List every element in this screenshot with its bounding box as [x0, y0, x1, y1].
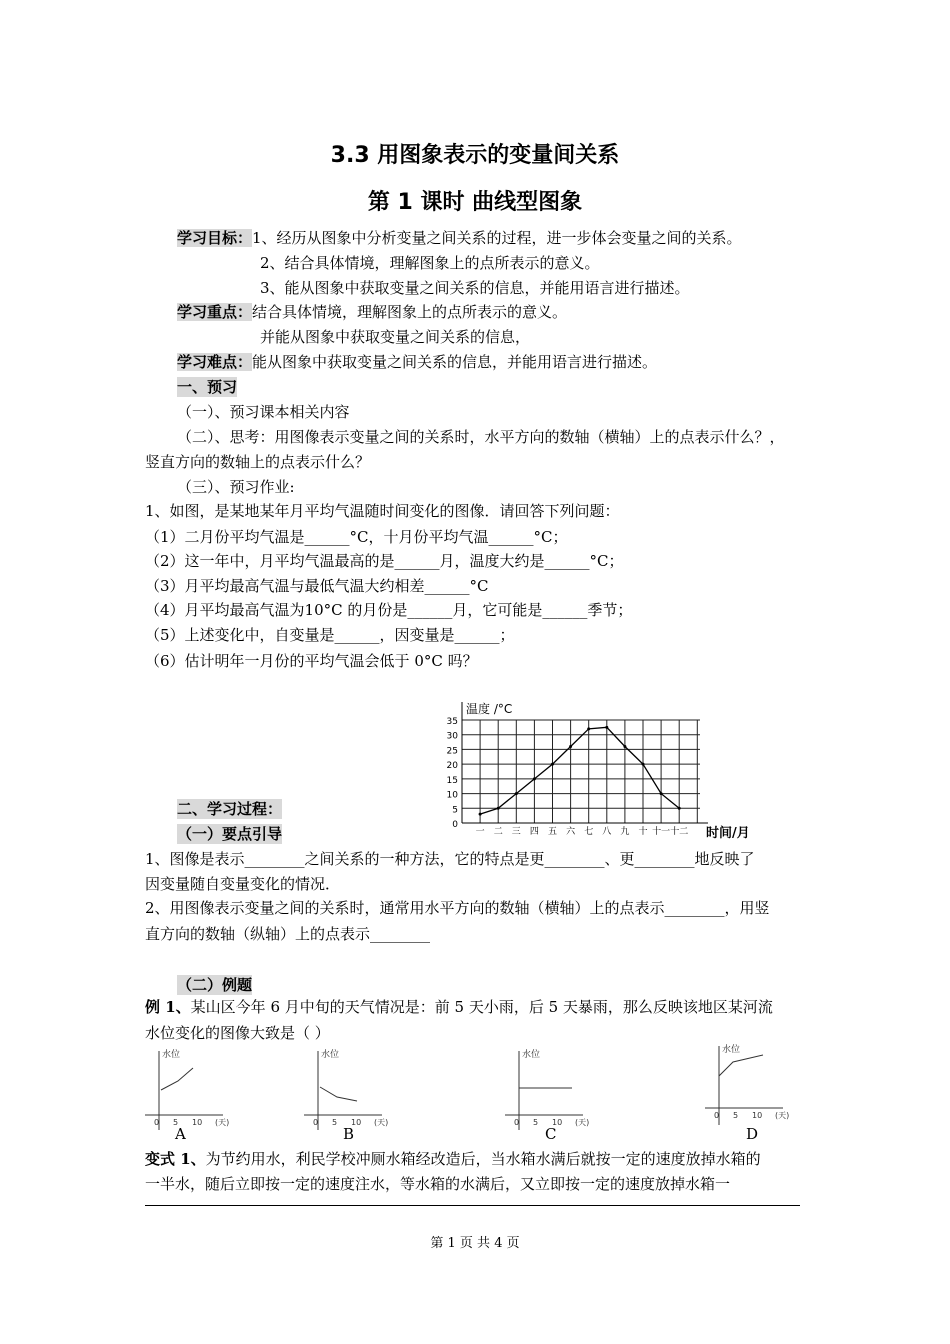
option-label-a: A [175, 1125, 186, 1143]
key-line-1: 结合具体情境，理解图象上的点所表示的意义。 [252, 303, 568, 321]
x-tick-label: 十二 [670, 827, 689, 837]
x-tick-label: 八 [602, 827, 612, 837]
question-3: （3）月平均最高气温与最低气温大约相差______°C [145, 577, 489, 595]
variant-text: 为节约用水，利民学校冲厕水箱经改造后，当水箱水满后就按一定的速度放掉水箱的 [205, 1150, 761, 1168]
x-tick-label: 5 [173, 1118, 179, 1127]
x-tick-label: 5 [533, 1118, 539, 1127]
x-tick-label: 0 [313, 1118, 319, 1127]
y-axis-label: 水位 [522, 1050, 541, 1060]
preview-p3: （三）、预习作业: [177, 478, 295, 496]
variant-1 [145, 1149, 761, 1169]
difficulty-label: 学习难点： [177, 353, 253, 371]
x-axis-label: (天) [215, 1118, 230, 1127]
preview-p1: （一）、预习课本相关内容 [177, 403, 350, 421]
key-label: 学习重点： [177, 303, 253, 321]
data-point [623, 745, 626, 748]
goal-2: 2、结合具体情境，理解图象上的点所表示的意义。 [260, 254, 600, 272]
y-tick-label: 5 [452, 805, 458, 816]
goals [177, 228, 742, 248]
page-footer: 第 1 页 共 4 页 [430, 1236, 520, 1251]
y-tick-label: 20 [446, 761, 458, 772]
water-level-graph-a [143, 1045, 253, 1135]
y-tick-label: 10 [446, 790, 458, 801]
variant-1b: 一半水，随后立即按一定的速度注水，等水箱的水满后，又立即按一定的速度放掉水箱一 [145, 1175, 731, 1193]
y-tick-label: 25 [446, 746, 458, 757]
example-label: 例 1、 [145, 998, 191, 1016]
x-axis-label: (天) [575, 1118, 590, 1127]
x-tick-label: 5 [332, 1118, 338, 1127]
x-tick-label: 七 [584, 827, 594, 837]
process-l1b: 因变量随自变量变化的情况． [145, 875, 341, 893]
data-point [497, 807, 500, 810]
temperature-chart [440, 698, 760, 848]
data-point [569, 745, 572, 748]
x-tick-label: 0 [514, 1118, 520, 1127]
x-axis-label: 时间/月 [706, 826, 750, 841]
y-axis-label: 水位 [722, 1045, 741, 1055]
water-level-line [719, 1055, 763, 1076]
preview-p2b: 竖直方向的数轴上的点表示什么？ [145, 453, 371, 471]
data-point [678, 807, 681, 810]
y-tick-label: 0 [452, 820, 458, 830]
question-5: （5）上述变化中，自变量是______，因变量是______； [145, 626, 515, 644]
option-label-d: D [746, 1125, 759, 1143]
data-point [551, 763, 554, 766]
data-point [587, 727, 590, 730]
option-label-b: B [343, 1125, 355, 1143]
example-text: 某山区今年 6 月中旬的天气情况是：前 5 天小雨，后 5 天暴雨，那么反映该地区某河流 [190, 998, 773, 1016]
goals-label: 学习目标： [177, 229, 253, 247]
question-2: （2）这一年中，月平均气温最高的是______月，温度大约是______°C； [145, 552, 624, 570]
difficulty [177, 352, 657, 372]
preview-heading: 一、预习 [177, 378, 238, 396]
question-6: （6）估计明年一月份的平均气温会低于 0°C 吗？ [145, 652, 478, 670]
x-tick-label: 10 [552, 1118, 563, 1127]
data-point [642, 763, 645, 766]
x-tick-label: 五 [547, 827, 558, 837]
y-axis-label: 水位 [321, 1050, 340, 1060]
footer-divider [145, 1205, 800, 1206]
y-tick-label: 30 [446, 731, 458, 742]
x-tick-label: 十一 [652, 827, 671, 837]
page-title: 3.3 用图象表示的变量间关系 [330, 143, 620, 168]
data-point [605, 726, 608, 729]
water-level-graph-d [703, 1040, 813, 1130]
water-level-graph-b [302, 1045, 412, 1135]
preview-p2a: （二）、思考：用图像表示变量之间的关系时，水平方向的数轴（横轴）上的点表示什么？， [177, 428, 785, 446]
x-tick-label: 10 [752, 1111, 763, 1120]
x-tick-label: 六 [566, 827, 576, 837]
x-tick-label: 九 [620, 827, 630, 837]
process-l1a: 1、图像是表示________之间关系的一种方法，它的特点是更________、更________地反映了 [145, 850, 755, 868]
question-4: （4）月平均最高气温为10°C 的月份是______月，它可能是______季节； [145, 601, 633, 619]
water-level-line [161, 1068, 193, 1090]
process-l2b: 直方向的数轴（纵轴）上的点表示________ [145, 925, 431, 943]
x-tick-label: 二 [493, 827, 503, 837]
goal-3: 3、能从图象中获取变量之间关系的信息，并能用语言进行描述。 [260, 279, 690, 297]
page-subtitle: 第 1 课时 曲线型图象 [367, 190, 583, 215]
difficulty-text: 能从图象中获取变量之间关系的信息，并能用语言进行描述。 [252, 353, 658, 371]
x-axis-label: (天) [374, 1118, 389, 1127]
x-tick-label: 一 [475, 827, 485, 837]
goal-1: 1、经历从图象中分析变量之间关系的过程，进一步体会变量之间的关系。 [252, 229, 742, 247]
x-tick-label: 5 [733, 1111, 739, 1120]
data-point [479, 813, 482, 816]
process-l2a: 2、用图像表示变量之间的关系时，通常用水平方向的数轴（横轴）上的点表示________，用竖 [145, 899, 770, 917]
data-point [660, 792, 663, 795]
x-tick-label: 三 [511, 827, 521, 837]
x-axis-label: (天) [775, 1111, 790, 1120]
process-sub2: （二）例题 [177, 976, 253, 994]
water-level-line [320, 1087, 357, 1101]
key-points [177, 302, 567, 322]
option-label-c: C [545, 1125, 557, 1143]
y-axis-label: 温度 /°C [466, 702, 513, 716]
process-heading: 二、学习过程： [177, 800, 283, 818]
water-level-graph-c [503, 1045, 613, 1135]
key-line-2: 并能从图象中获取变量之间关系的信息， [260, 328, 531, 346]
variant-label: 变式 1、 [145, 1150, 206, 1168]
x-tick-label: 10 [192, 1118, 203, 1127]
question: 1、如图，是某地某年月平均气温随时间变化的图像．请回答下列问题： [145, 502, 620, 520]
example-1 [145, 997, 773, 1017]
data-point [515, 792, 518, 795]
y-tick-label: 35 [446, 717, 458, 727]
example-1b: 水位变化的图像大致是（ ） [145, 1024, 330, 1042]
process-sub1: （一）要点引导 [177, 825, 283, 843]
x-tick-label: 0 [714, 1111, 720, 1120]
y-tick-label: 15 [446, 775, 458, 786]
data-point [533, 777, 536, 780]
y-axis-label: 水位 [162, 1050, 181, 1060]
temperature-line [480, 727, 679, 814]
x-tick-label: 10 [351, 1118, 362, 1127]
x-tick-label: 四 [529, 827, 539, 837]
x-tick-label: 0 [154, 1118, 160, 1127]
question-1: （1）二月份平均气温是______°C，十月份平均气温______°C； [145, 528, 568, 546]
x-tick-label: 十 [638, 827, 648, 837]
